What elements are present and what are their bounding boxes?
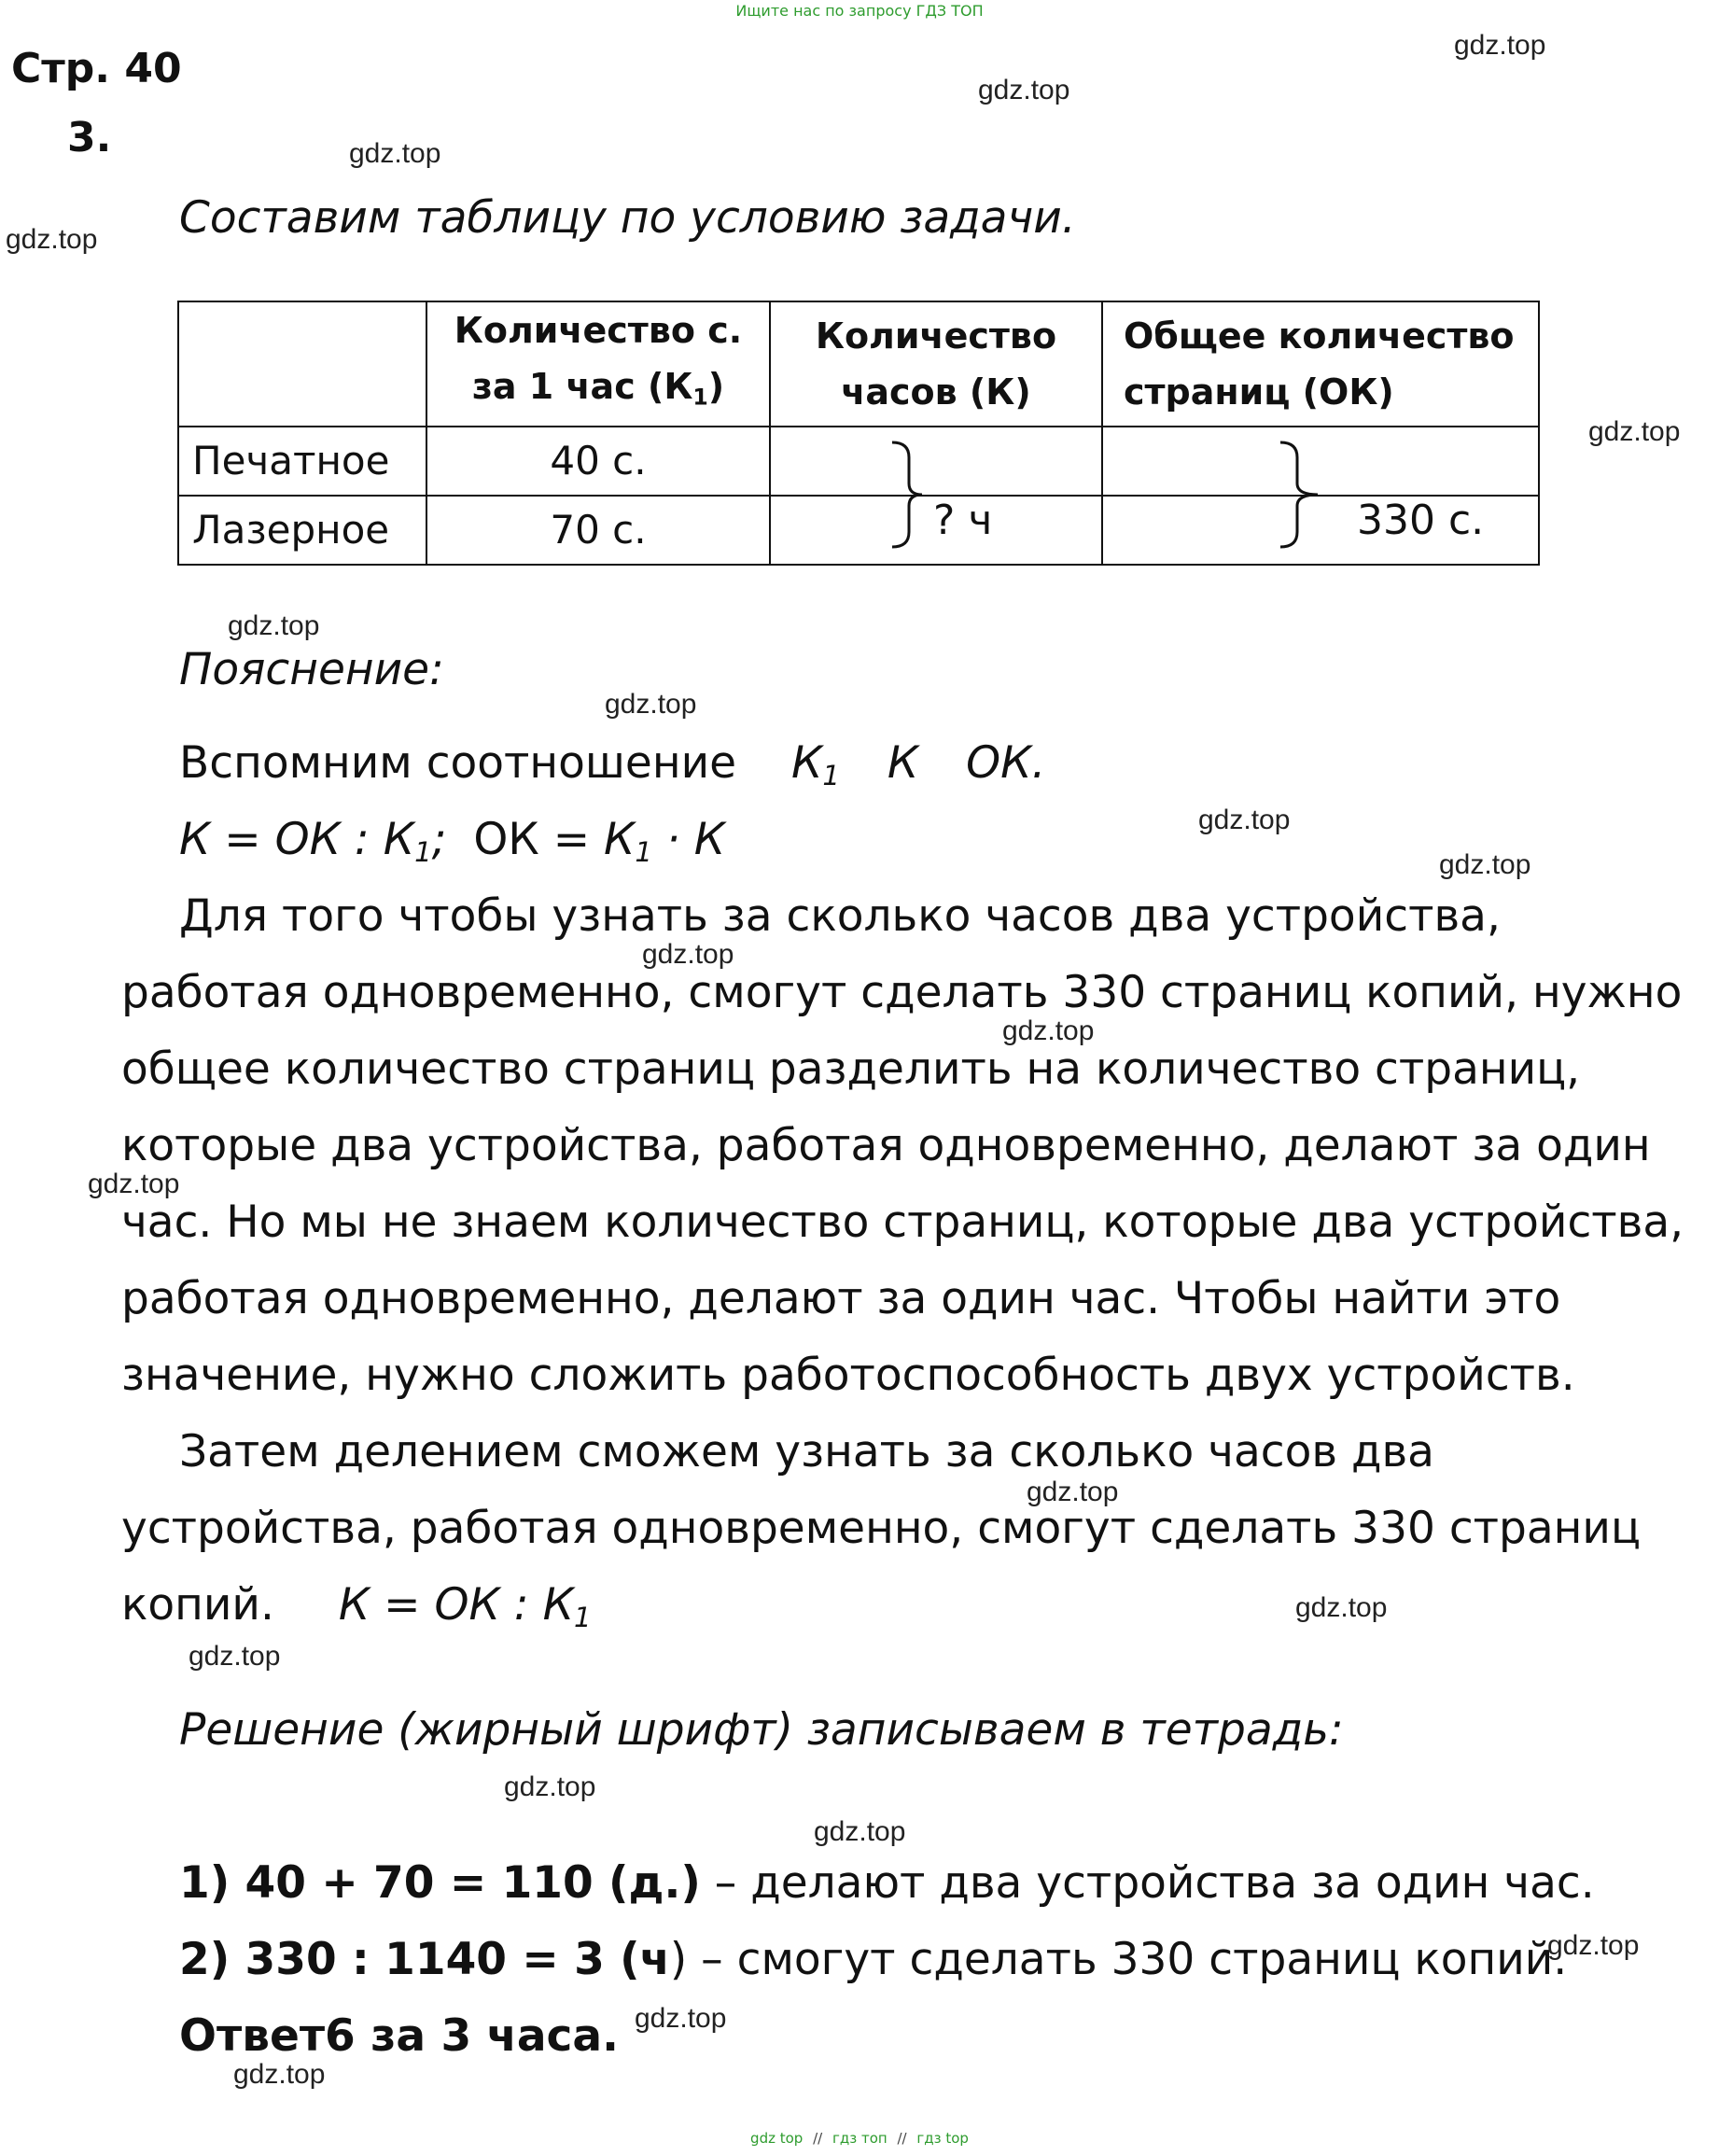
relation-line: Вспомним соотношение $К_1$ К ОК. [179,737,1046,792]
row-rate-laser: 70 с. [426,496,770,565]
watermark: gdz.top [1588,416,1681,447]
hours-brace-icon [888,439,926,551]
solution-step-1: 1) 40 + 70 = 110 (д.) – делают два устройства за один час. [179,1857,1595,1909]
solution-heading: Решение (жирный шрифт) записываем в тетрадь: [179,1704,1344,1756]
footer-item: гдз top [916,2130,969,2147]
watermark: gdz.top [189,1641,281,1672]
search-banner: Ищите нас по запросу ГДЗ ТОП [735,2,984,20]
watermark: gdz.top [1454,30,1546,61]
para1-line4: которые два устройства, работая одновременно, делают за один [121,1120,1651,1171]
para2-line1: Затем делением сможем узнать за сколько часов два [179,1426,1434,1477]
table-header-hours: Количество часов (К) [770,301,1102,427]
para1-line1: Для того чтобы узнать за сколько часов два устройства, [179,890,1501,942]
watermark: gdz.top [1547,1930,1640,1961]
table-row [178,427,1539,496]
watermark: gdz.top [605,689,697,720]
answer-line: Ответ6 за 3 часа. [179,2010,619,2062]
footer-item: гдз топ [832,2130,887,2147]
para1-line6: работая одновременно, делают за один час. Чтобы найти это [121,1273,1561,1324]
watermark: gdz.top [233,2059,326,2090]
para2-line3: копий. К = ОК : $К_1$ [121,1579,592,1634]
hours-unknown: ? ч [933,497,993,544]
total-brace-icon [1277,439,1321,551]
table-header-total: Общее количество страниц (ОК) [1102,301,1539,427]
watermark: gdz.top [635,2003,727,2034]
para1-line7: значение, нужно сложить работоспособность двух устройств. [121,1350,1575,1401]
watermark: gdz.top [1198,805,1291,835]
watermark: gdz.top [1295,1592,1388,1623]
watermark: gdz.top [504,1771,596,1802]
row-name-laser: Лазерное [178,496,426,565]
watermark: gdz.top [88,1169,180,1199]
para1-line3: общее количество страниц разделить на количество страниц, [121,1043,1581,1095]
footer [0,2130,1719,2147]
watermark: gdz.top [978,75,1070,105]
formula-line: К = ОК : $К_1$; ОК = $К_1 \cdot К$ [179,814,726,869]
watermark: gdz.top [1002,1015,1095,1046]
explanation-heading: Пояснение: [179,644,444,695]
total-pages: 330 с. [1357,497,1485,544]
footer-separator: // [813,2130,823,2147]
watermark: gdz.top [1439,849,1531,880]
intro-text: Составим таблицу по условию задачи. [179,192,1076,244]
footer-item: gdz top [750,2130,804,2147]
table-header-row [178,301,1539,427]
row-rate-printer: 40 с. [426,427,770,496]
para1-line5: час. Но мы не знаем количество страниц, которые два устройства, [121,1197,1684,1248]
row-hours-printer [770,427,1102,496]
table-row [178,496,1539,565]
data-table [177,301,1540,566]
solution-step-2: 2) 330 : 1140 = 3 (ч) – смогут сделать 330 страниц копий. [179,1934,1568,1985]
watermark: gdz.top [6,224,98,255]
para1-line2: работая одновременно, смогут сделать 330 страниц копий, нужно [121,967,1683,1018]
footer-separator: // [897,2130,907,2147]
para2-line2: устройства, работая одновременно, смогут сделать 330 страниц [121,1503,1641,1554]
watermark: gdz.top [228,610,320,641]
watermark: gdz.top [349,138,441,169]
watermark: gdz.top [1027,1477,1119,1507]
watermark: gdz.top [642,939,734,970]
watermark: gdz.top [814,1816,906,1847]
task-number: 3. [67,114,112,161]
row-name-printer: Печатное [178,427,426,496]
table-header-empty [178,301,426,427]
page-title: Стр. 40 [11,45,182,92]
table-header-rate: Количество с. за 1 час $(К_1)$ [426,301,770,427]
